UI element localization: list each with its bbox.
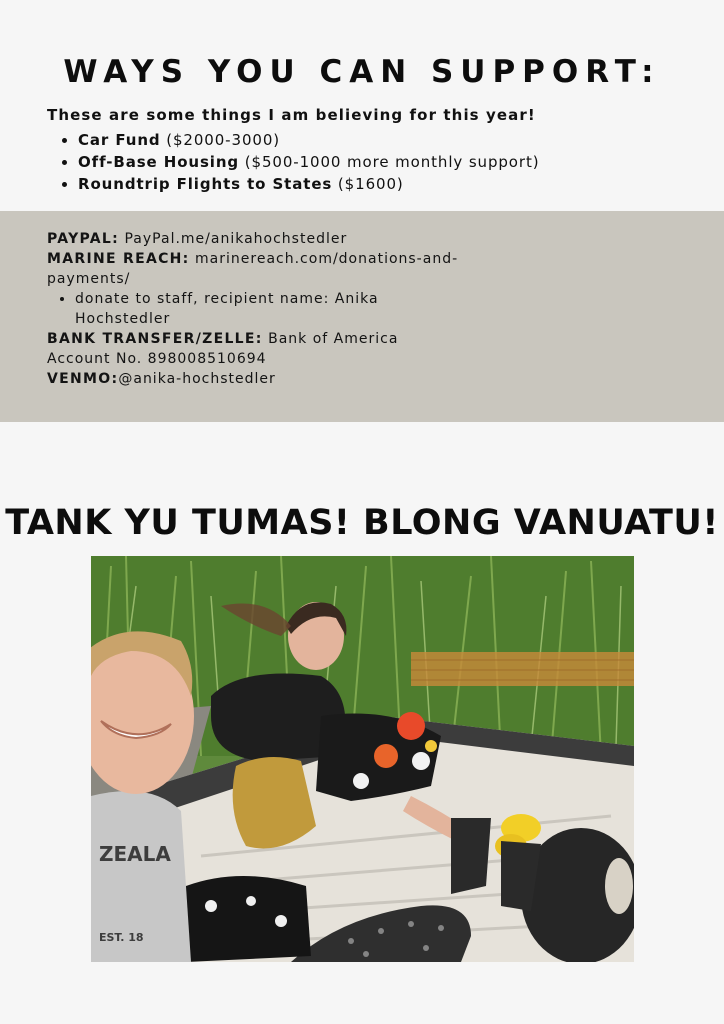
black-sandals: [451, 818, 491, 894]
photo-illustration: [91, 556, 634, 962]
paypal-link[interactable]: PayPal.me/anikahochstedler: [119, 231, 348, 247]
goal-name: Car Fund: [78, 131, 161, 149]
truck-bed-photo: [91, 556, 634, 962]
marine-reach-label: MARINE REACH:: [47, 251, 190, 267]
giving-info: [47, 229, 467, 389]
goals-list: [59, 129, 540, 195]
goal-item-flights: [78, 173, 540, 195]
goal-amount: ($2000-3000): [160, 131, 281, 149]
bank-transfer-line: [47, 329, 467, 369]
shirt-print: ZEALA: [99, 842, 171, 866]
goal-name: Off-Base Housing: [78, 153, 240, 171]
patterned-bag: [186, 876, 311, 962]
bank-transfer-value: Bank of America Account No. 898008510694: [47, 331, 399, 367]
giving-info-band: [0, 211, 724, 422]
goal-amount: ($1600): [332, 175, 404, 193]
bank-transfer-label: BANK TRANSFER/ZELLE:: [47, 331, 263, 347]
paypal-line: [47, 229, 467, 249]
venmo-label: VENMO:: [47, 371, 119, 387]
goal-amount: ($500-1000 more monthly support): [239, 153, 540, 171]
marine-reach-line: [47, 249, 467, 289]
marine-reach-notes: [47, 289, 435, 329]
goal-item-car-fund: [78, 129, 540, 151]
paypal-label: PAYPAL:: [47, 231, 120, 247]
support-intro: These are some things I am believing for this year!: [47, 106, 536, 124]
fence-mesh: [411, 652, 634, 686]
marine-reach-link[interactable]: marinereach.com/donations-and-payments/: [47, 251, 459, 287]
support-heading: WAYS YOU CAN SUPPORT:: [63, 54, 661, 90]
shirt-print-est: EST. 18: [99, 931, 144, 944]
goal-item-housing: [78, 151, 540, 173]
venmo-line: [47, 369, 467, 389]
venmo-handle[interactable]: @anika-hochstedler: [118, 371, 276, 387]
goal-name: Roundtrip Flights to States: [78, 175, 333, 193]
thank-you-title: TANK YU TUMAS! BLONG VANUATU!: [5, 503, 719, 543]
marine-reach-note: • donate to staff, recipient name: Anika Hochstedler: [75, 289, 435, 329]
